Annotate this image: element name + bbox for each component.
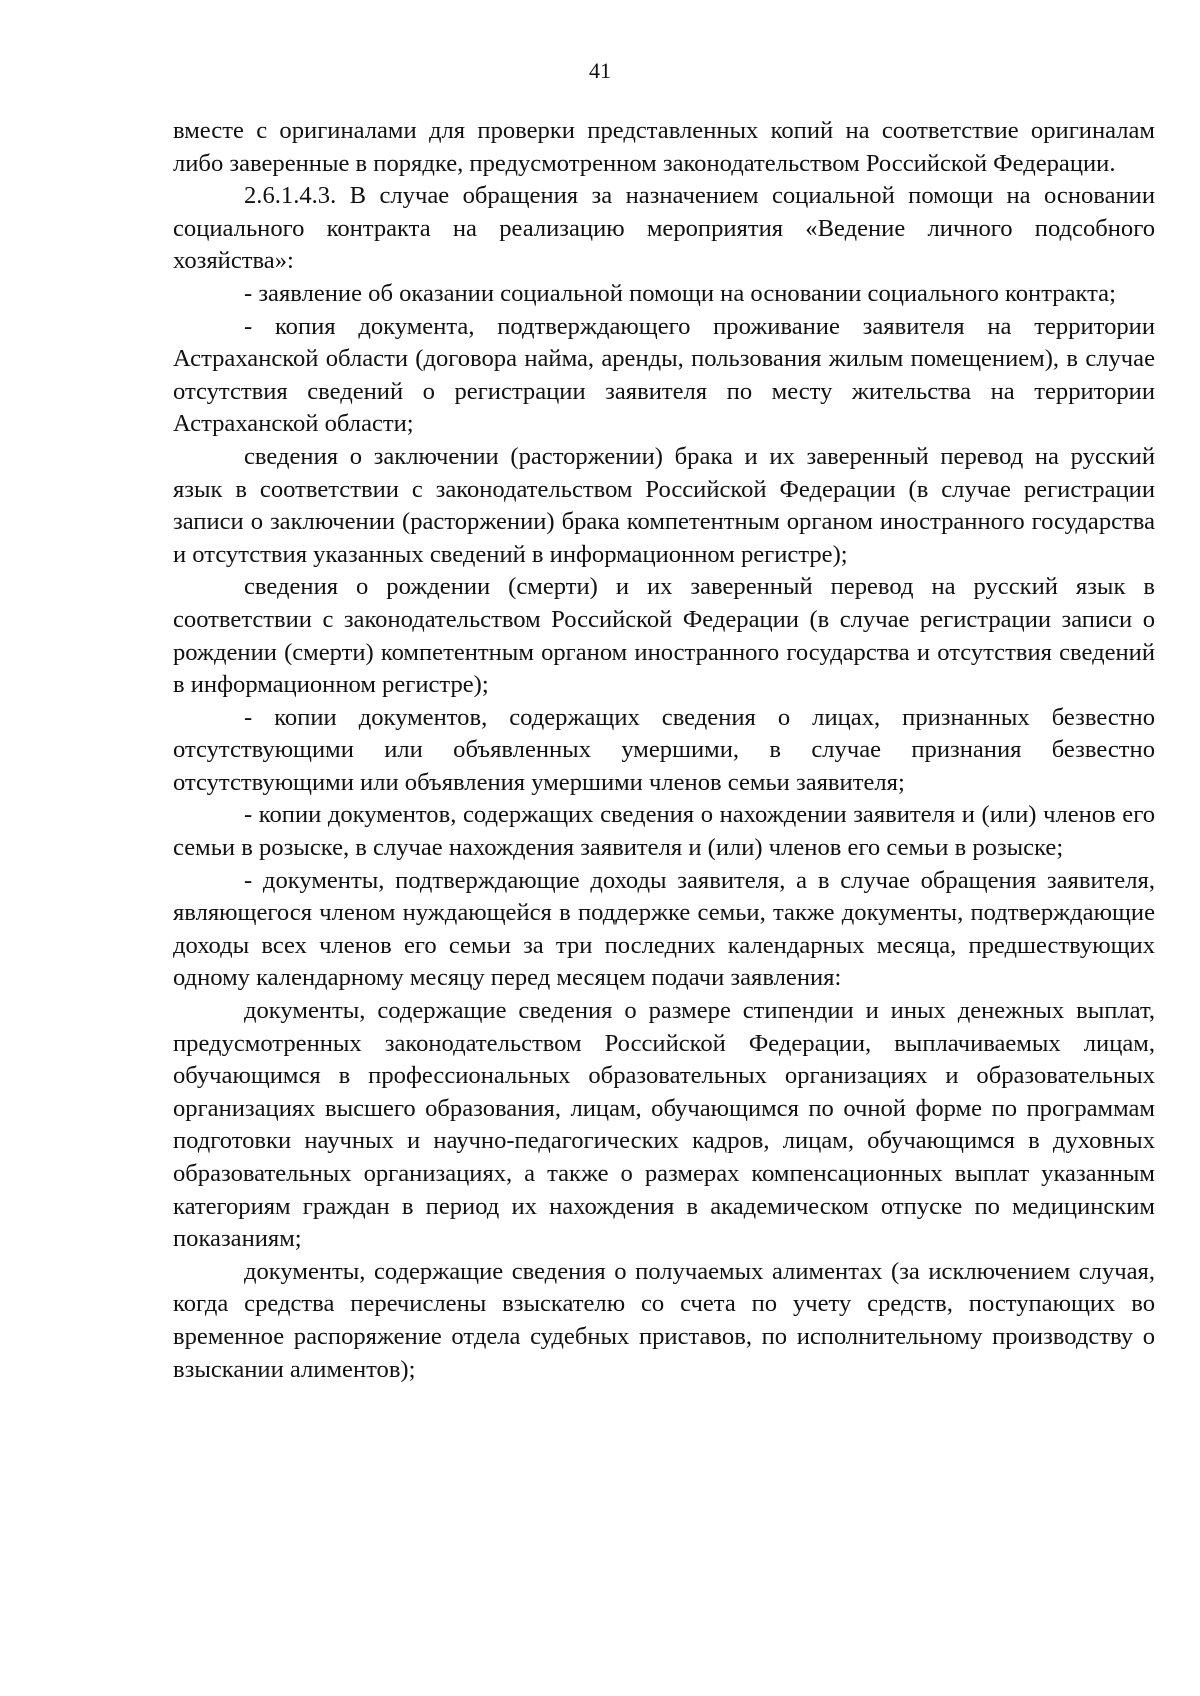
paragraph: 2.6.1.4.3. В случае обращения за назначением социальной помощи на основании социального контракта на реализацию мероприятия «Ведение личного подсобного хозяйства»: (173, 182, 1155, 275)
paragraph: - копия документа, подтверждающего проживание заявителя на территории Астраханской области (договора найма, аренды, пользования жилым помещением), в случае отсутствия сведений о регистрации заявителя по месту жительства на территории Астраханской области; (173, 312, 1155, 438)
paragraph: сведения о рождении (смерти) и их заверенный перевод на русский язык в соответствии с законодательством Российской Федерации (в случае регистрации записи о рождении (смерти) компетентным органом иностранного государства и отсутствия сведений в информационном регистре); (173, 573, 1155, 699)
document-body (173, 115, 1155, 1386)
paragraph: - копии документов, содержащих сведения о лицах, признанных безвестно отсутствующими или объявленных умершими, в случае признания безвестно отсутствующими или объявления умершими членов семьи заявителя; (173, 703, 1155, 796)
paragraph: вместе с оригиналами для проверки представленных копий на соответствие оригиналам либо заверенные в порядке, предусмотренном законодательством Российской Федерации. (173, 117, 1155, 177)
paragraph: документы, содержащие сведения о размере стипендии и иных денежных выплат, предусмотренных законодательством Российской Федерации, выплачиваемых лицам, обучающимся в профессиональных образовательных организациях и образовательных организациях высшего образования, лицам, обучающимся по очной форме по программам подготовки научных и научно-педагогических кадров, лицам, обучающимся в духовных образовательных организациях, а также о размерах компенсационных выплат указанным категориям граждан в период их нахождения в академическом отпуске по медицинским показаниям; (173, 997, 1155, 1253)
paragraph: сведения о заключении (расторжении) брака и их заверенный перевод на русский язык в соответствии с законодательством Российской Федерации (в случае регистрации записи о заключении (расторжении) брака компетентным органом иностранного государства и отсутствия указанных сведений в информационном регистре); (173, 442, 1155, 568)
page-number: 41 (589, 58, 611, 83)
paragraph: документы, содержащие сведения о получаемых алиментах (за исключением случая, когда средства перечислены взыскателю со счета по учету средств, поступающих во временное распоряжение отдела судебных приставов, по исполнительному производству о взыскании алиментов); (173, 1257, 1155, 1383)
paragraph: - копии документов, содержащих сведения о нахождении заявителя и (или) членов его семьи в розыске, в случае нахождения заявителя и (или) членов его семьи в розыске; (173, 801, 1155, 862)
paragraph: - документы, подтверждающие доходы заявителя, а в случае обращения заявителя, являющегося членом нуждающейся в поддержке семьи, также документы, подтверждающие доходы всех членов его семьи за три последних календарных месяца, предшествующих одному календарному месяцу перед месяцем подачи заявления: (173, 866, 1155, 992)
paragraph: - заявление об оказании социальной помощи на основании социального контракта; (244, 279, 1116, 307)
